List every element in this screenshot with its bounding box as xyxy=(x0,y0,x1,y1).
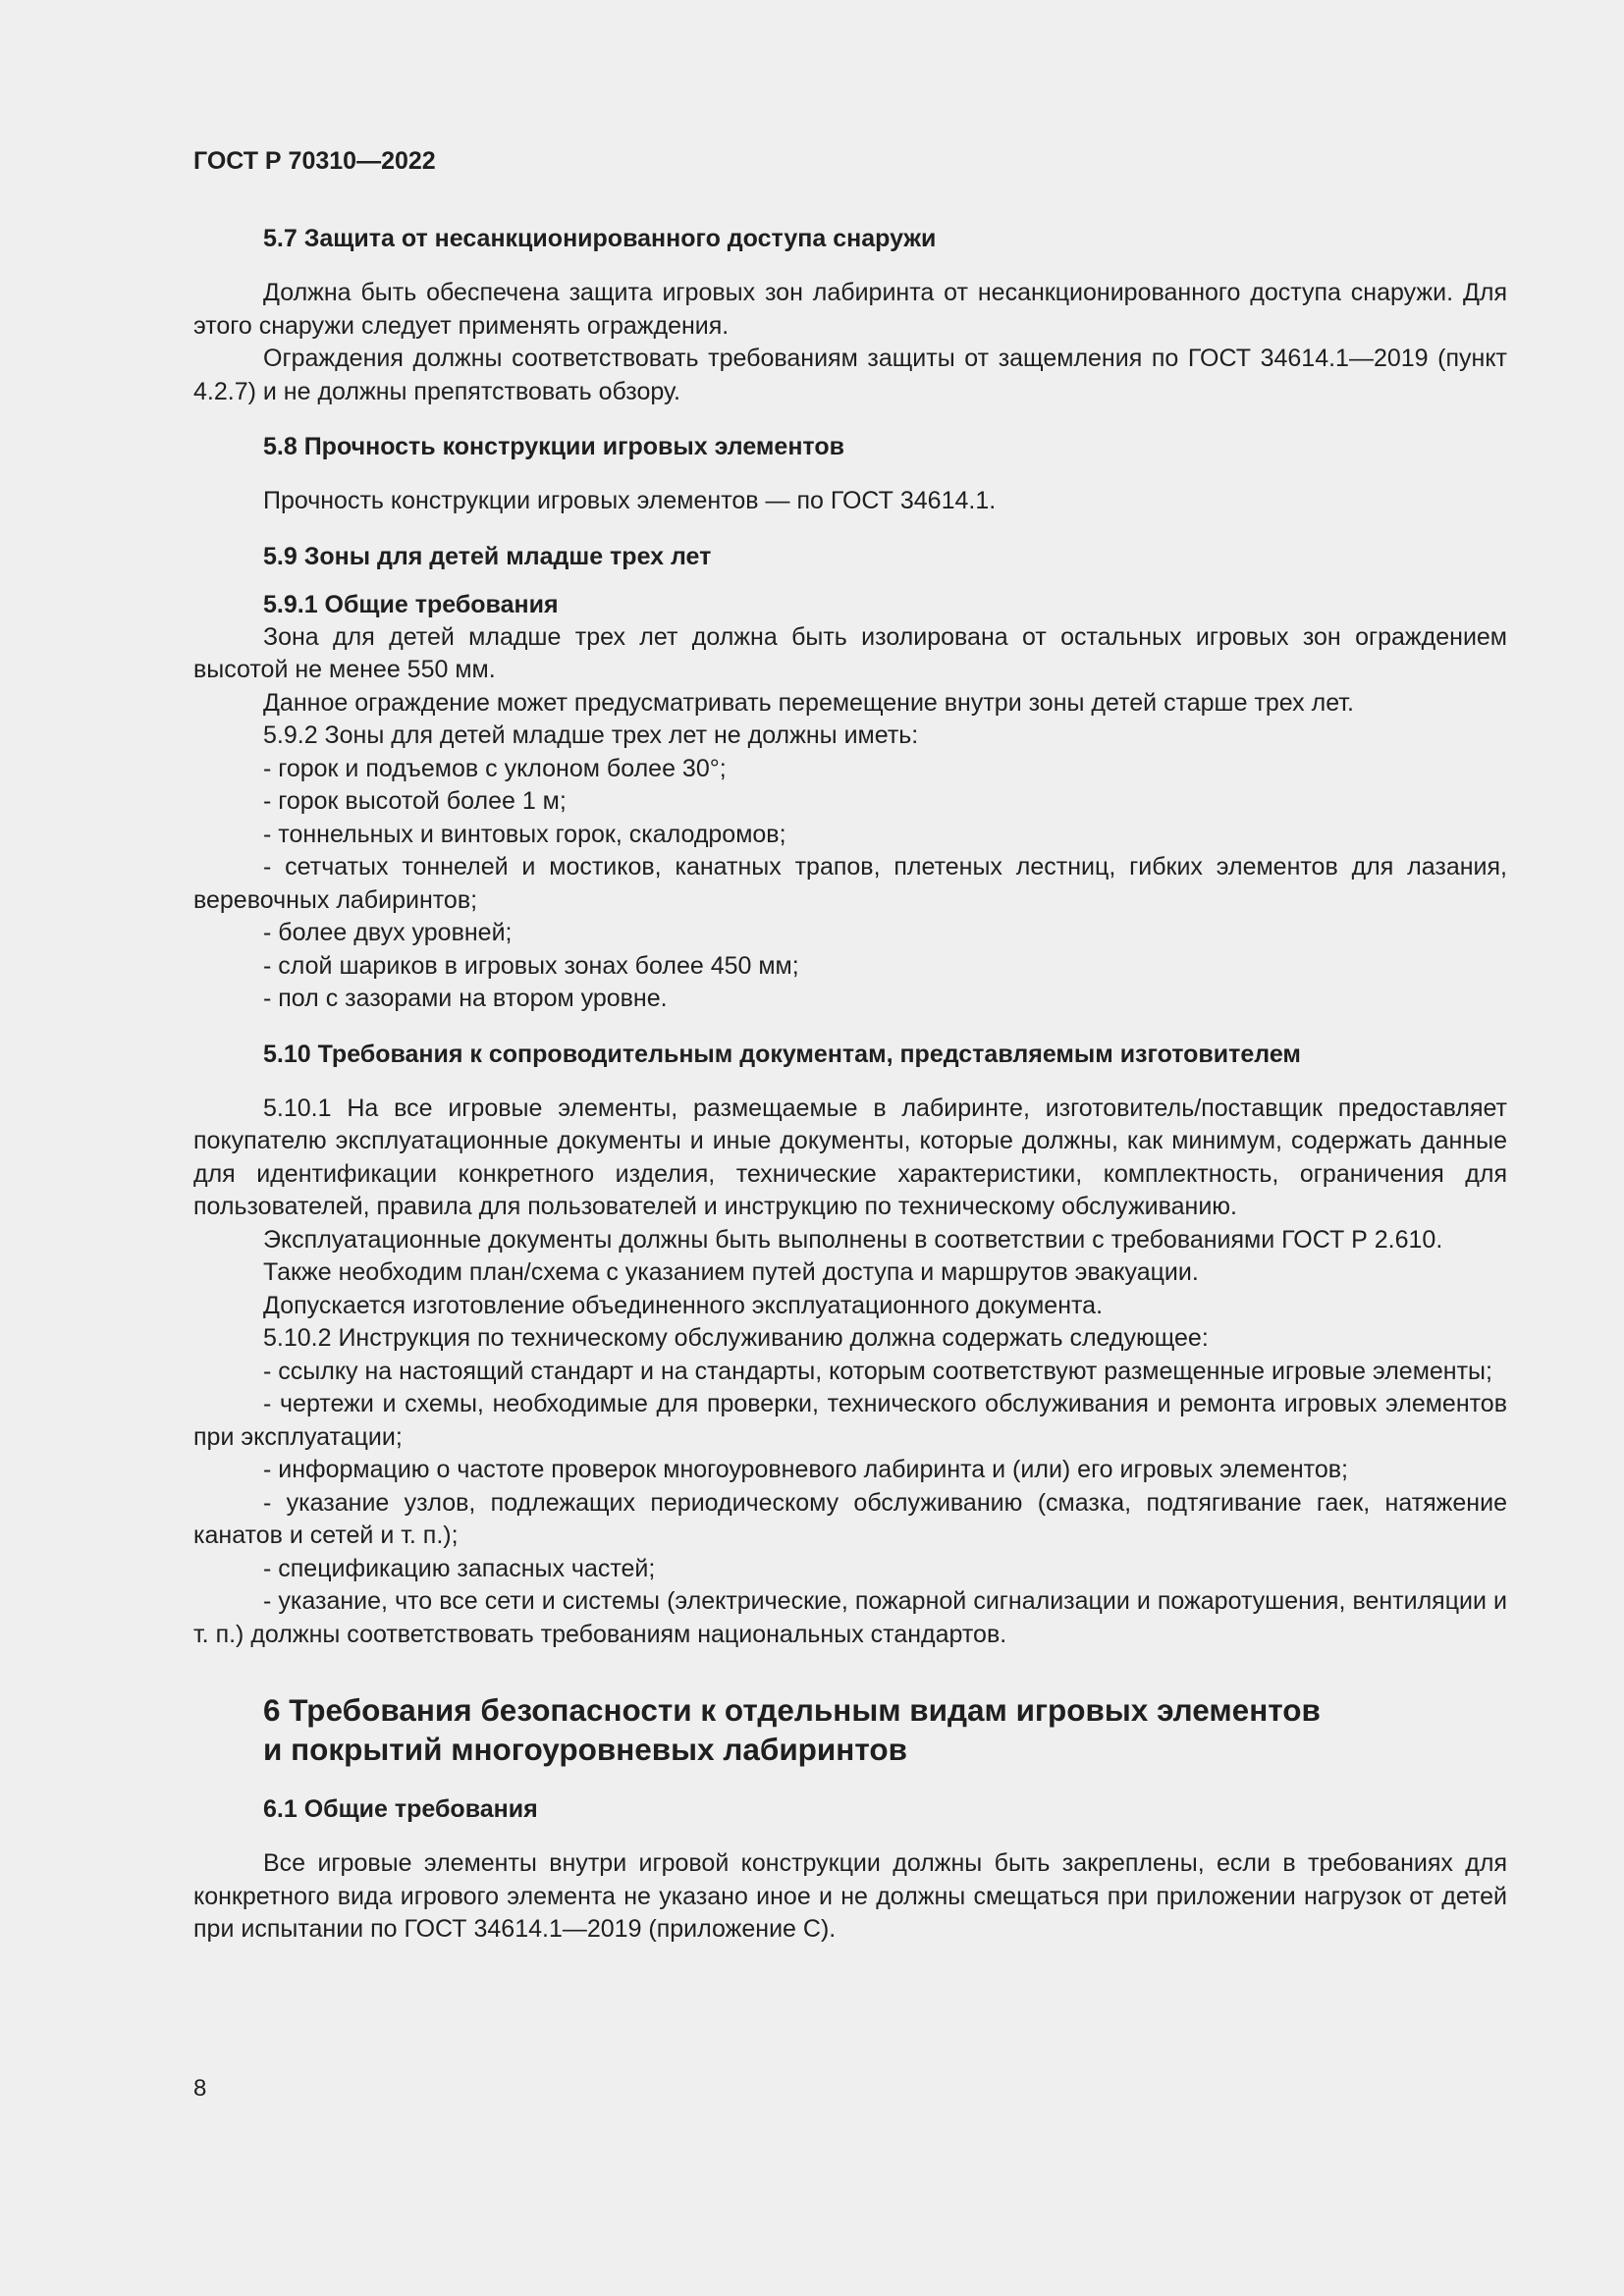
list-item: - сетчатых тоннелей и мостиков, канатных трапов, плетеных лестниц, гибких элементов для лазания, веревочных лабиринтов; xyxy=(193,853,1507,914)
list-item: - указание узлов, подлежащих периодическому обслуживанию (смазка, подтягивание гаек, натяжение канатов и сетей и т. п.); xyxy=(193,1488,1507,1549)
section-heading: 5.9 Зоны для детей младше трех лет xyxy=(263,542,712,570)
section-heading: 5.10 Требования к сопроводительным документам, представляемым изготовителем xyxy=(263,1040,1301,1068)
page-number: 8 xyxy=(193,2075,207,2102)
list-item: - пол с зазорами на втором уровне. xyxy=(263,985,668,1012)
list-item: - указание, что все сети и системы (электрические, пожарной сигнализации и пожаротушения, вентиляции и т. п.) должны соответствовать требованиям национальных стандартов. xyxy=(193,1587,1507,1648)
list-item: - ссылку на настоящий стандарт и на стандарты, которым соответствуют размещенные игровые элементы; xyxy=(263,1357,1492,1385)
list-item: - горок и подъемов с уклоном более 30°; xyxy=(263,754,727,782)
section-heading: 5.8 Прочность конструкции игровых элементов xyxy=(263,433,844,460)
list-item: - тоннельных и винтовых горок, скалодромов; xyxy=(263,820,786,848)
chapter-heading-line: 6 Требования безопасности к отдельным видам игровых элементов xyxy=(263,1692,1321,1728)
list-item: - слой шариков в игровых зонах более 450 мм; xyxy=(263,951,799,980)
document-body xyxy=(193,222,1507,1947)
document-code-header: ГОСТ Р 70310—2022 xyxy=(193,147,436,175)
paragraph: Данное ограждение может предусматривать перемещение внутри зоны детей старше трех лет. xyxy=(263,688,1354,717)
paragraph: Все игровые элементы внутри игровой конструкции должны быть закреплены, если в требованиях для конкретного вида игрового элемента не указано иное и не должны смещаться при приложении нагрузок от детей при испытании по ГОСТ 34614.1—2019 (приложение С). xyxy=(193,1849,1507,1943)
list-item: - горок высотой более 1 м; xyxy=(263,787,567,815)
list-item: - спецификацию запасных частей; xyxy=(263,1554,656,1582)
chapter-heading xyxy=(193,1690,1507,1769)
list-item: - более двух уровней; xyxy=(263,919,513,946)
list-item: - информацию о частоте проверок многоуровневого лабиринта и (или) его игровых элементов; xyxy=(263,1456,1348,1483)
list-item: - чертежи и схемы, необходимые для проверки, технического обслуживания и ремонта игровых элементов при эксплуатации; xyxy=(193,1390,1507,1451)
paragraph: 5.9.2 Зоны для детей младше трех лет не должны иметь: xyxy=(263,721,919,749)
paragraph: Эксплуатационные документы должны быть выполнены в соответствии с требованиями ГОСТ Р 2.610. xyxy=(263,1225,1443,1254)
section-heading: 5.7 Защита от несанкционированного доступа снаружи xyxy=(263,225,937,252)
subsection-heading: 5.9.1 Общие требования xyxy=(263,590,559,618)
paragraph: Зона для детей младше трех лет должна быть изолирована от остальных игровых зон ограждением высотой не менее 550 мм. xyxy=(193,622,1507,683)
chapter-heading-line: и покрытий многоуровневых лабиринтов xyxy=(263,1732,907,1767)
section-heading: 6.1 Общие требования xyxy=(263,1795,538,1823)
paragraph: Прочность конструкции игровых элементов — по ГОСТ 34614.1. xyxy=(263,487,997,514)
paragraph: Ограждения должны соответствовать требованиям защиты от защемления по ГОСТ 34614.1—2019 (пункт 4.2.7) и не должны препятствовать обзору. xyxy=(193,345,1507,405)
paragraph: 5.10.2 Инструкция по техническому обслуживанию должна содержать следующее: xyxy=(263,1324,1209,1352)
paragraph: 5.10.1 На все игровые элементы, размещаемые в лабиринте, изготовитель/поставщик предоставляет покупателю эксплуатационные документы и иные документы, которые должны, как минимум, содержать данные для идентификации конкретного изделия, технические характеристики, комплектность, ограничения для пользователей, правила для пользователей и инструкцию по техническому обслуживанию. xyxy=(193,1094,1507,1220)
paragraph: Также необходим план/схема с указанием путей доступа и маршрутов эвакуации. xyxy=(263,1258,1199,1286)
paragraph: Допускается изготовление объединенного эксплуатационного документа. xyxy=(263,1291,1104,1319)
paragraph: Должна быть обеспечена защита игровых зон лабиринта от несанкционированного доступа снаружи. Для этого снаружи следует применять ограждения. xyxy=(193,279,1507,340)
